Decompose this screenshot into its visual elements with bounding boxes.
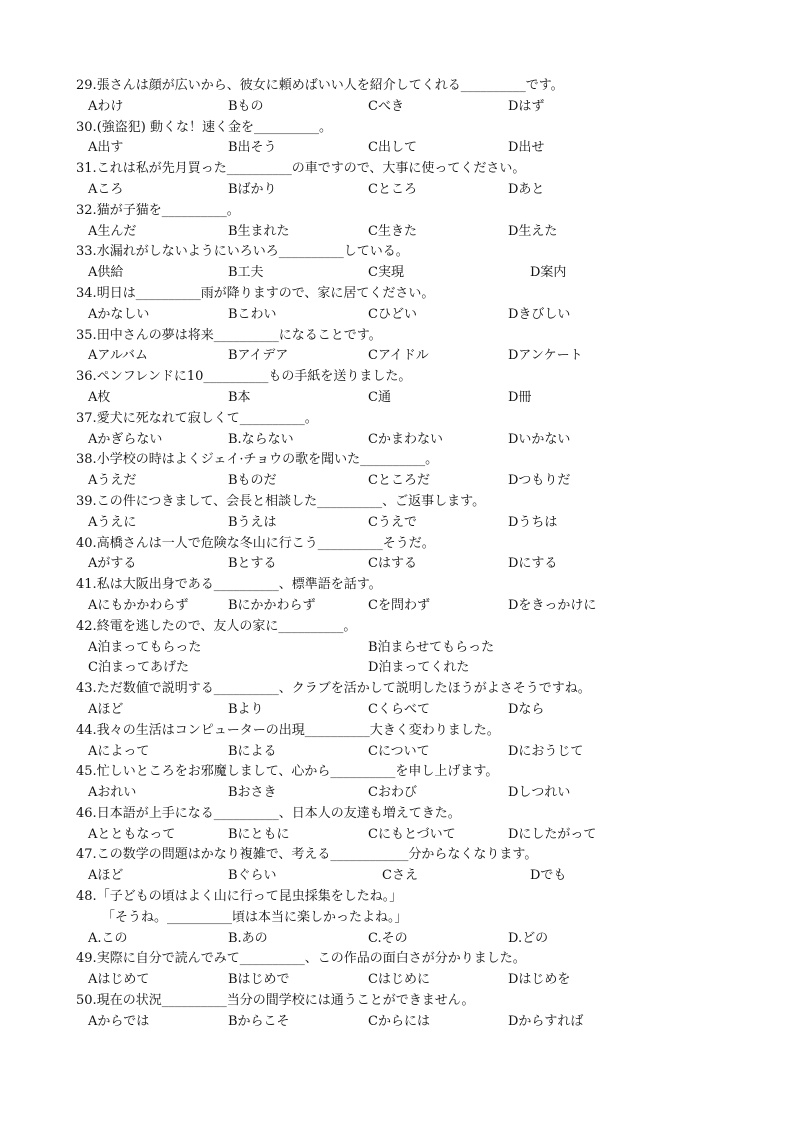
answer-option[interactable]: Aがする — [88, 556, 137, 572]
question-text: 水漏れがしないようにいろいろ__________している。 — [96, 244, 409, 260]
answer-option[interactable]: Dアンケート — [508, 348, 583, 364]
options-row — [76, 700, 736, 721]
answer-option[interactable]: D泊まってくれた — [368, 660, 470, 676]
options-row — [76, 388, 736, 409]
answer-option[interactable]: B.あの — [228, 930, 268, 946]
answer-option[interactable]: Dきびしい — [508, 306, 571, 322]
answer-option[interactable]: Bとする — [228, 556, 277, 572]
answer-option[interactable]: Dあと — [508, 181, 545, 197]
answer-option[interactable]: Cはする — [368, 556, 417, 572]
question-40 — [76, 534, 736, 555]
question-number: 32. — [76, 202, 97, 218]
question-number: 38. — [76, 452, 97, 468]
question-37 — [76, 409, 736, 430]
answer-option[interactable]: Aからでは — [88, 1013, 150, 1029]
question-text: 愛犬に死なれて寂しくて__________。 — [96, 410, 318, 426]
answer-option[interactable]: Cところ — [368, 181, 417, 197]
answer-option[interactable]: Aおれい — [88, 785, 137, 801]
options-row — [76, 929, 736, 950]
answer-option[interactable]: Bはじめで — [228, 972, 290, 988]
answer-option[interactable]: Cおわび — [368, 785, 417, 801]
question-number: 37. — [76, 410, 97, 426]
question-text: ペンフレンドに10__________もの手紙を送りました。 — [96, 369, 412, 385]
answer-option[interactable]: Bばかり — [228, 181, 277, 197]
question-48 — [76, 887, 736, 908]
question-text: 日本語が上手になる__________、日本人の友達も増えてきた。 — [96, 805, 461, 821]
answer-option[interactable]: B.ならない — [228, 431, 294, 447]
question-number: 46. — [76, 805, 97, 821]
question-29 — [76, 76, 736, 97]
options-row — [76, 138, 736, 159]
answer-option[interactable]: Bうえは — [228, 514, 277, 530]
options-row — [76, 825, 736, 846]
answer-option[interactable]: D出せ — [508, 140, 545, 156]
options-row — [76, 222, 736, 243]
question-36 — [76, 367, 736, 388]
question-number: 49. — [76, 951, 97, 967]
answer-option[interactable]: Cからには — [368, 1013, 430, 1029]
question-text: 現在の状況__________当分の間学校には通うことができません。 — [96, 993, 475, 1009]
options-row — [76, 180, 736, 201]
answer-option[interactable]: Aほど — [88, 868, 124, 884]
options-row — [76, 305, 736, 326]
answer-option[interactable]: A.この — [88, 930, 128, 946]
answer-option[interactable]: C実現 — [368, 265, 404, 281]
question-49 — [76, 949, 736, 970]
answer-option[interactable]: C生きた — [368, 223, 417, 239]
question-number: 40. — [76, 535, 97, 551]
answer-option[interactable]: Dはず — [508, 98, 545, 114]
answer-option[interactable]: Dはじめを — [508, 972, 571, 988]
question-42 — [76, 617, 736, 638]
answer-option[interactable]: Bもの — [228, 98, 264, 114]
question-46 — [76, 804, 736, 825]
question-34 — [76, 284, 736, 305]
question-text: 高橋さんは一人で危険な冬山に行こう__________そうだ。 — [96, 535, 435, 551]
question-text: 「子どもの頃はよく山に行って昆虫採集をしたね。」 — [96, 889, 403, 905]
question-number: 42. — [76, 618, 97, 634]
answer-option[interactable]: Cひどい — [368, 306, 417, 322]
question-number: 45. — [76, 764, 97, 780]
options-row — [76, 346, 736, 367]
options-row — [76, 554, 736, 575]
question-text: これは私が先月買った__________の車ですので、大事に使ってください。 — [96, 161, 526, 177]
answer-option[interactable]: Cかまわない — [368, 431, 443, 447]
options-row — [76, 471, 736, 492]
options-row — [76, 742, 736, 763]
answer-option[interactable]: B工夫 — [228, 265, 264, 281]
question-41 — [76, 575, 736, 596]
question-50 — [76, 991, 736, 1012]
answer-option[interactable]: C通 — [368, 389, 391, 405]
answer-option[interactable]: Dからすれば — [508, 1013, 584, 1029]
answer-option[interactable]: B本 — [228, 389, 251, 405]
options-row — [76, 263, 736, 284]
question-text: この件につきまして、会長と相談した__________、ご返事します。 — [96, 493, 486, 509]
question-text: 忙しいところをお邪魔しまして、心から__________を申し上げます。 — [96, 764, 499, 780]
answer-option[interactable]: Dにしたがって — [508, 826, 597, 842]
answer-option[interactable]: Dにする — [508, 556, 558, 572]
question-text: 猫が子猫を__________。 — [96, 202, 240, 218]
answer-option[interactable]: Cはじめに — [368, 972, 430, 988]
question-number: 36. — [76, 369, 97, 385]
answer-option[interactable]: Bものだ — [228, 473, 277, 489]
question-text: 我々の生活はコンピューターの出現__________大きく変わりました。 — [96, 722, 500, 738]
answer-option[interactable]: Aアルバム — [88, 348, 148, 364]
answer-option[interactable]: D冊 — [508, 389, 532, 405]
options-row — [76, 513, 736, 534]
options-row — [76, 1012, 736, 1033]
answer-option[interactable]: Dうちは — [508, 514, 558, 530]
question-number: 35. — [76, 327, 97, 343]
question-31 — [76, 159, 736, 180]
options-row — [76, 658, 736, 679]
answer-option[interactable]: Bからこそ — [228, 1013, 290, 1029]
options-row — [76, 638, 736, 659]
question-number: 39. — [76, 493, 97, 509]
answer-option[interactable]: Aほど — [88, 701, 124, 717]
answer-option[interactable]: Dでも — [530, 868, 567, 884]
question-32 — [76, 201, 736, 222]
question-text: 田中さんの夢は将来__________になることです。 — [96, 327, 382, 343]
question-text: 実際に自分で読んでみて__________、この作品の面白さが分かりました。 — [96, 951, 526, 967]
answer-option[interactable]: Dにおうじて — [508, 743, 584, 759]
answer-option[interactable]: A出す — [88, 140, 124, 156]
question-44 — [76, 721, 736, 742]
question-text: この数学の問題はかなり複雑で、考える____________分からなくなります。 — [96, 847, 538, 863]
answer-option[interactable]: Dなら — [508, 701, 545, 717]
question-number: 43. — [76, 681, 97, 697]
question-number: 48. — [76, 889, 97, 905]
answer-option[interactable]: Bアイデア — [228, 348, 289, 364]
answer-option[interactable]: Cさえ — [382, 868, 418, 884]
answer-option[interactable]: Dをきっかけに — [508, 597, 597, 613]
answer-option[interactable]: Aはじめて — [88, 972, 150, 988]
question-text: ただ数値で説明する__________、クラブを活かして説明したほうがよさそうですね。 — [96, 681, 591, 697]
question-number: 33. — [76, 244, 97, 260]
answer-option[interactable]: Aにもかかわらず — [88, 597, 189, 613]
question-number: 44. — [76, 722, 97, 738]
question-text: (強盗犯) 動くな！速く金を__________。 — [96, 119, 332, 135]
question-text: 小学校の時はよくジェイ·チョウの歌を聞いた__________。 — [96, 452, 439, 468]
question-number: 30. — [76, 119, 97, 135]
answer-option[interactable]: Aうえに — [88, 514, 137, 530]
answer-option[interactable]: C泊まってあげた — [88, 660, 189, 676]
answer-option[interactable]: Bにともに — [228, 826, 290, 842]
question-45 — [76, 762, 736, 783]
question-47 — [76, 845, 736, 866]
answer-option[interactable]: B生まれた — [228, 223, 290, 239]
question-number: 34. — [76, 285, 97, 301]
answer-option[interactable]: Aかなしい — [88, 306, 150, 322]
answer-option[interactable]: Cくらべて — [368, 701, 430, 717]
answer-option[interactable]: A生んだ — [88, 223, 137, 239]
answer-option[interactable]: Cところだ — [368, 473, 430, 489]
answer-option[interactable]: A泊まってもらった — [88, 639, 202, 655]
answer-option[interactable]: Cべき — [368, 98, 404, 114]
question-30 — [76, 118, 736, 139]
question-35 — [76, 326, 736, 347]
question-text: 私は大阪出身である__________、標準語を話す。 — [96, 577, 382, 593]
question-text: 終電を逃したので、友人の家に__________。 — [96, 618, 357, 634]
answer-option[interactable]: Aによって — [88, 743, 150, 759]
options-row — [76, 783, 736, 804]
answer-option[interactable]: D生えた — [508, 223, 558, 239]
answer-option[interactable]: Aかぎらない — [88, 431, 163, 447]
answer-option[interactable]: Aころ — [88, 181, 124, 197]
answer-option[interactable]: Cにもとづいて — [368, 826, 456, 842]
options-row — [76, 866, 736, 887]
answer-option[interactable]: A供給 — [88, 265, 124, 281]
answer-option[interactable]: D.どの — [508, 930, 549, 946]
answer-option[interactable]: Bこわい — [228, 306, 277, 322]
answer-option[interactable]: A枚 — [88, 389, 111, 405]
options-row — [76, 970, 736, 991]
answer-option[interactable]: Bぐらい — [228, 868, 277, 884]
answer-option[interactable]: Dつもりだ — [508, 473, 571, 489]
options-row — [76, 97, 736, 118]
answer-option[interactable]: B出そう — [228, 140, 277, 156]
answer-option[interactable]: Bより — [228, 701, 264, 717]
answer-option[interactable]: Bおさき — [228, 785, 277, 801]
question-number: 31. — [76, 161, 97, 177]
answer-option[interactable]: C出して — [368, 140, 417, 156]
question-text: 張さんは顔が広いから、彼女に頼めばいい人を紹介してくれる__________です。 — [96, 78, 564, 93]
answer-option[interactable]: Dいかない — [508, 431, 571, 447]
options-row — [76, 596, 736, 617]
answer-option[interactable]: D案内 — [530, 265, 567, 281]
answer-option[interactable]: Cについて — [368, 743, 430, 759]
answer-option[interactable]: Aうえだ — [88, 473, 137, 489]
question-number: 47. — [76, 847, 97, 863]
exam-sheet — [76, 76, 736, 1033]
question-number: 50. — [76, 993, 97, 1009]
question-43 — [76, 679, 736, 700]
question-text: 明日は__________雨が降りますので、家に居てください。 — [96, 285, 435, 301]
answer-option[interactable]: C.その — [368, 930, 408, 946]
answer-option[interactable]: Aわけ — [88, 98, 124, 114]
question-number: 29. — [76, 78, 97, 93]
answer-option[interactable]: Cを問わず — [368, 597, 430, 613]
question-text-continued: 「そうね。__________頃は本当に楽しかったよね。」 — [102, 909, 408, 925]
answer-option[interactable]: Aとともなって — [88, 826, 176, 842]
answer-option[interactable]: B泊まらせてもらった — [368, 639, 495, 655]
answer-option[interactable]: Dしつれい — [508, 785, 571, 801]
answer-option[interactable]: Bによる — [228, 743, 277, 759]
answer-option[interactable]: Cアイドル — [368, 348, 429, 364]
question-38 — [76, 450, 736, 471]
answer-option[interactable]: Cうえで — [368, 514, 417, 530]
question-39 — [76, 492, 736, 513]
question-number: 41. — [76, 577, 97, 593]
answer-option[interactable]: Bにかかわらず — [228, 597, 316, 613]
question-33 — [76, 242, 736, 263]
options-row — [76, 430, 736, 451]
